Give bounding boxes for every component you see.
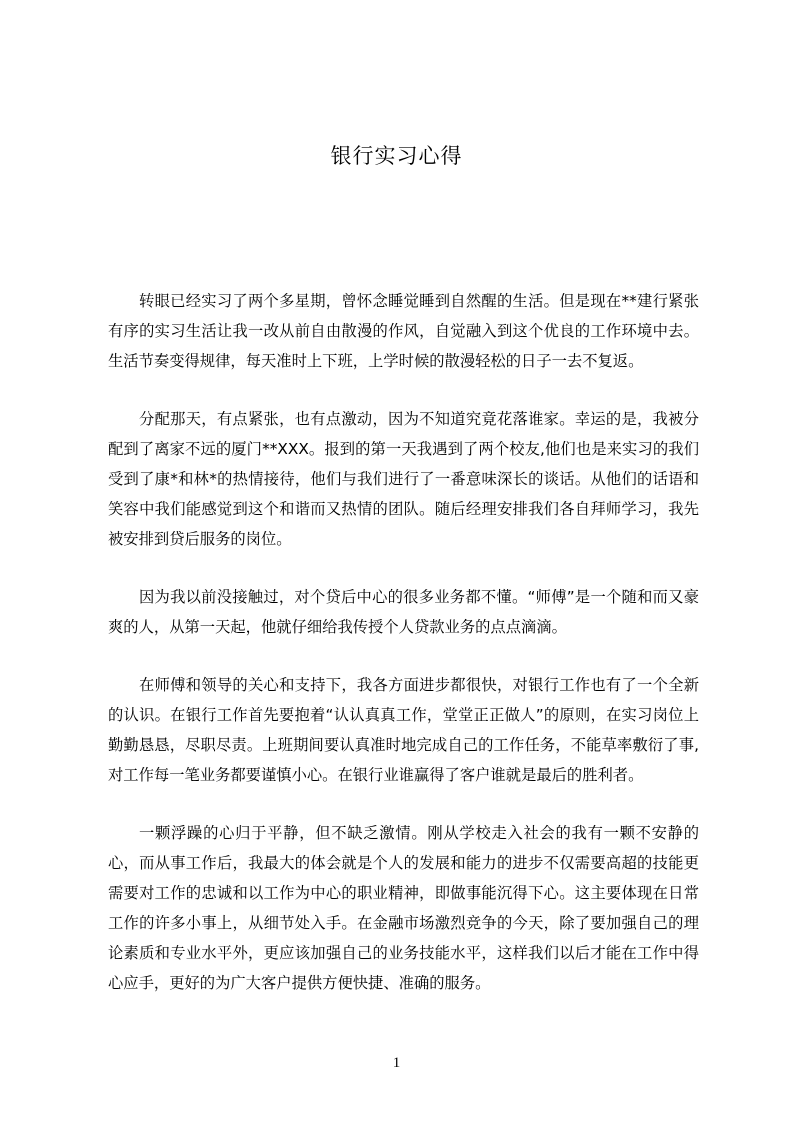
paragraph-3: 因为我以前没接触过，对个贷后中心的很多业务都不懂。“师傅”是一个随和而又豪爽的人，从第一天起，他就仔细给我传授个人贷款业务的点点滴滴。 bbox=[108, 588, 699, 636]
paragraph-4: 在师傅和领导的关心和支持下，我各方面进步都很快，对银行工作也有了一个全新的认识。在银行工作首先要抱着“认认真真工作，堂堂正正做人”的原则，在实习岗位上勤勤恳恳，尽职尽责。上班期间要认真准时地完成自己的工作任务，不能草率敷衍了事,对工作每一笔业务都要谨慎小心。在银行业谁赢得了客户谁就是最后的胜利者。 bbox=[108, 676, 699, 784]
document-body bbox=[108, 286, 699, 1026]
paragraph-2: 分配那天，有点紧张，也有点激动，因为不知道究竟花落谁家。幸运的是，我被分配到了离家不远的厦门**XXX。报到的第一天我遇到了两个校友,他们也是来实习的我们受到了康*和林*的热情接待，他们与我们进行了一番意味深长的谈话。从他们的话语和笑容中我们能感觉到这个和谐而又热情的团队。随后经理安排我们各自拜师学习，我先被安排到贷后服务的岗位。 bbox=[108, 410, 699, 548]
paragraph-1: 转眼已经实习了两个多星期，曾怀念睡觉睡到自然醒的生活。但是现在**建行紧张有序的实习生活让我一改从前自由散漫的作风，自觉融入到这个优良的工作环境中去。生活节奏变得规律，每天准时上下班，上学时候的散漫轻松的日子一去不复返。 bbox=[108, 292, 699, 370]
page-number: 1 bbox=[392, 1055, 401, 1071]
document-title: 银行实习心得 bbox=[330, 144, 463, 168]
paragraph-5: 一颗浮躁的心归于平静，但不缺乏激情。刚从学校走入社会的我有一颗不安静的心，而从事工作后，我最大的体会就是个人的发展和能力的进步不仅需要高超的技能更需要对工作的忠诚和以工作为中心的职业精神，即做事能沉得下心。这主要体现在日常工作的许多小事上，从细节处入手。在金融市场激烈竞争的今天，除了要加强自己的理论素质和专业水平外，更应该加强自己的业务技能水平，这样我们以后才能在工作中得心应手，更好的为广大客户提供方便快捷、准确的服务。 bbox=[108, 824, 699, 992]
